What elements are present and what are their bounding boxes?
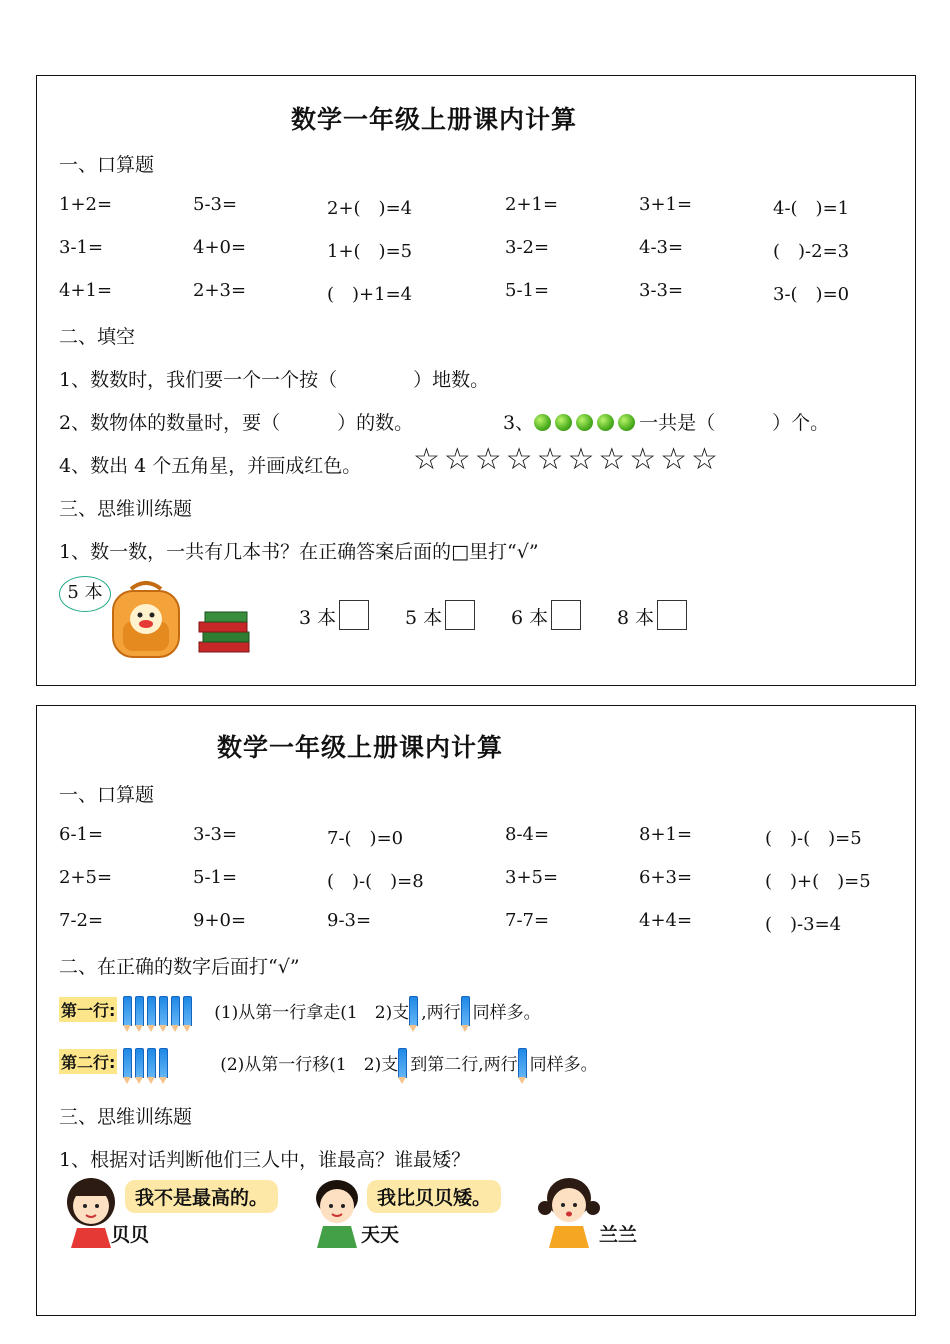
arithmetic-item: ( )-2=3 [773,241,850,262]
arithmetic-row [59,824,905,850]
pencil-icon [409,996,418,1026]
thinking-question-1: 1、根据对话判断他们三人中，谁最高？谁最矮？ [59,1149,471,1171]
speech-bubble-text: 5 本 [67,582,103,603]
row-label: 第一行: [59,997,117,1022]
choice-5 [405,600,475,630]
arithmetic-item: 4+4= [639,910,693,931]
apple-icon [576,414,593,431]
arithmetic-item: 4-3= [639,237,684,258]
choice-8 [617,600,687,630]
kid-name: 天天 [361,1224,400,1246]
pencil-row-2 [59,1048,598,1078]
girl-lanlan-icon [537,1174,601,1248]
worksheet-2 [36,705,916,1316]
answer-checkbox[interactable] [339,600,369,630]
choice-label: 5 本 [405,607,443,629]
pencil-icon [147,1048,156,1078]
choice-label: 6 本 [511,607,549,629]
pencil-icon [183,996,192,1026]
arithmetic-item: 7-2= [59,910,104,931]
row-label: 第二行: [59,1049,117,1074]
arithmetic-row [59,237,905,263]
arithmetic-row [59,280,905,306]
pencil-icon [518,1048,527,1078]
arithmetic-row [59,194,905,220]
choice-label: 8 本 [617,607,655,629]
pencil-icon [123,1048,132,1078]
boy-tiantian-icon [309,1176,365,1248]
choice-6 [511,600,581,630]
apple-icon [534,414,551,431]
arithmetic-item: 6-1= [59,824,104,845]
arithmetic-item: 2+5= [59,867,113,888]
arithmetic-item: 2+3= [193,280,247,301]
arithmetic-item: 7-7= [505,910,550,931]
arithmetic-item: 5-1= [505,280,550,301]
arithmetic-item: ( )+1=4 [327,284,413,305]
apple-icon [555,414,572,431]
pencil-row-1 [59,996,541,1026]
worksheet-title: 数学一年级上册课内计算 [217,733,504,762]
arithmetic-item: 9-3= [327,910,372,931]
arithmetic-item: 3-2= [505,237,550,258]
arithmetic-item: 2+1= [505,194,559,215]
arithmetic-item: 4+0= [193,237,247,258]
worksheet-title: 数学一年级上册课内计算 [291,105,578,134]
arithmetic-item: 8-4= [505,824,550,845]
fill-question-3-text: 一共是（ ）个。 [639,412,830,434]
arithmetic-item: 5-3= [193,194,238,215]
fill-question-4: 4、数出 4 个五角星，并画成红色。 [59,455,362,477]
kid-name: 兰兰 [599,1224,638,1246]
speech-bubble-beibei: 我不是最高的。 [125,1180,278,1213]
worksheet-1 [36,75,916,686]
arithmetic-item: 4-( )=1 [773,198,850,219]
pencil-icon [159,1048,168,1078]
arithmetic-item: 7-( )=0 [327,828,404,849]
arithmetic-item: ( )+( )=5 [765,871,871,892]
arithmetic-item: 3-3= [639,280,684,301]
arithmetic-item: 1+2= [59,194,113,215]
speech-bubble-tiantian: 我比贝贝矮。 [367,1180,501,1213]
pencil-icon [123,996,132,1026]
arithmetic-item: 5-1= [193,867,238,888]
section-oral-arithmetic: 一、口算题 [59,154,155,176]
tick-question-2-a: (2)从第一行移(1 2)支 [220,1055,399,1075]
fill-question-2: 2、数物体的数量时，要（ ）的数。 [59,412,414,434]
tick-question-1-a: (1)从第一行拿走(1 2)支 [214,1003,410,1023]
arithmetic-item: ( )-3=4 [765,914,842,935]
answer-checkbox[interactable] [657,600,687,630]
pencil-icon [135,1048,144,1078]
pencil-icon [147,996,156,1026]
apple-icon [618,414,635,431]
pencil-icon [398,1048,407,1078]
arithmetic-item: 2+( )=4 [327,198,413,219]
arithmetic-item: ( )-( )=5 [765,828,862,849]
arithmetic-item: 3-1= [59,237,104,258]
tick-question-1-c: 同样多。 [472,1003,541,1023]
arithmetic-item: 3-( )=0 [773,284,850,305]
arithmetic-item: ( )-( )=8 [327,871,424,892]
section-thinking: 三、思维训练题 [59,1106,193,1128]
arithmetic-item: 6+3= [639,867,693,888]
thinking-question-1: 1、数一数，一共有几本书？在正确答案后面的□里打“√” [59,541,539,563]
arithmetic-item: 8+1= [639,824,693,845]
tick-question-1-b: ,两行 [421,1003,461,1023]
arithmetic-item: 1+( )=5 [327,241,413,262]
arithmetic-item: 3+1= [639,194,693,215]
fill-question-3-number: 3、 [503,412,535,434]
apple-icon [597,414,614,431]
pencil-icon [135,996,144,1026]
backpack-icon [103,581,189,661]
arithmetic-row [59,867,905,893]
arithmetic-item: 3+5= [505,867,559,888]
arithmetic-item: 9+0= [193,910,247,931]
section-oral-arithmetic: 一、口算题 [59,784,155,806]
section-thinking: 三、思维训练题 [59,498,193,520]
section-tick-correct: 二、在正确的数字后面打“√” [59,956,300,978]
fill-question-1: 1、数数时，我们要一个一个按（ ）地数。 [59,369,490,391]
arithmetic-item: 3-3= [193,824,238,845]
choice-label: 3 本 [299,607,337,629]
kid-name: 贝贝 [111,1224,150,1246]
answer-checkbox[interactable] [551,600,581,630]
arithmetic-item: 4+1= [59,280,113,301]
arithmetic-row [59,910,905,936]
tick-question-2-c: 同样多。 [529,1055,598,1075]
tick-question-2-b: 到第二行,两行 [410,1055,518,1075]
section-fill-blank: 二、填空 [59,326,136,348]
pencil-icon [171,996,180,1026]
pencil-icon [159,996,168,1026]
star-icons: ☆☆☆☆☆☆☆☆☆☆ [413,442,722,477]
fill-question-3 [503,408,829,435]
book-stack-icon [195,608,253,658]
answer-checkbox[interactable] [445,600,475,630]
choice-3 [299,600,369,630]
pencil-icon [461,996,470,1026]
